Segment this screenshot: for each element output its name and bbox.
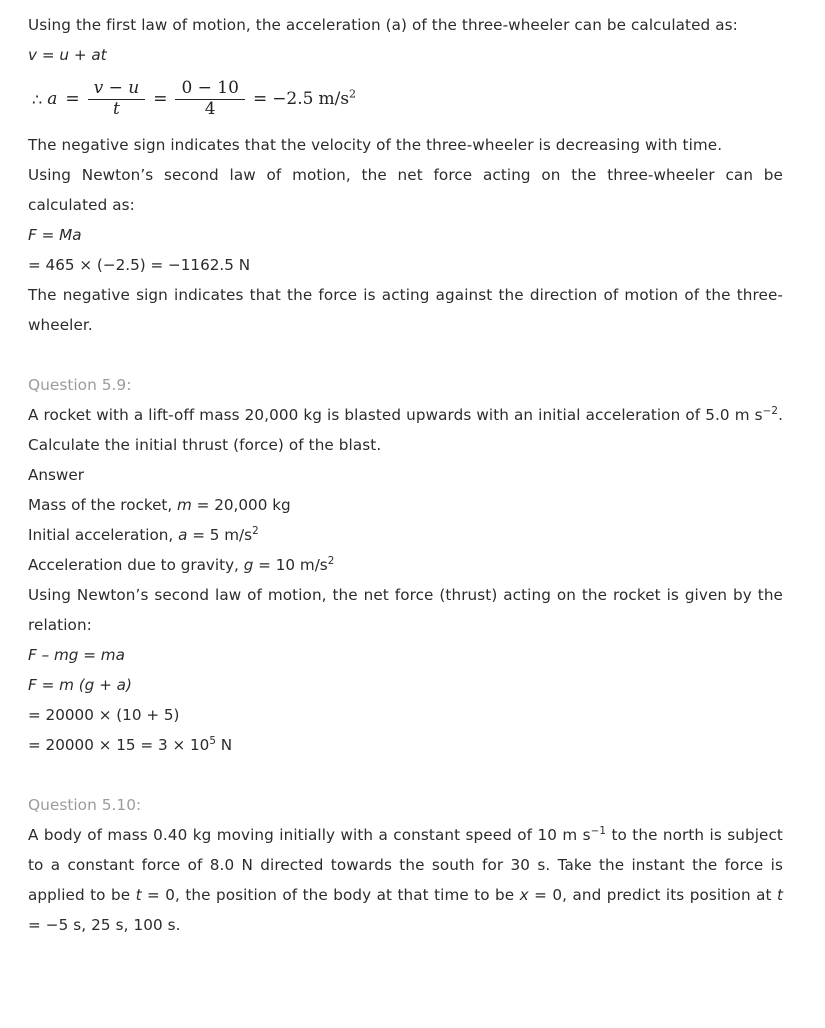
question-59-statement-part2: . Calculate the initial thrust (force) of the blast. [28,406,783,454]
equation-f-equals-ma: F = Ma [28,226,82,244]
thrust-relation-intro-paragraph: Using Newton’s second law of motion, the net force (thrust) acting on the rocket is given by the relation: [28,586,783,634]
thrust-result-unit: N [215,736,233,754]
question-510-statement-exponent: −1 [590,824,607,837]
intro-paragraph: Using the first law of motion, the acceleration (a) of the three-wheeler can be calculated as: [28,16,738,34]
question-510-statement-part5: = −5 s, 25 s, 100 s. [28,916,181,934]
thrust-result-prefix: = 20000 × 15 = 3 × 10 [28,736,210,754]
fraction-denominator-2: 4 [175,99,245,119]
question-510-statement-part1: A body of mass 0.40 kg moving initially with a constant speed of 10 m s [28,826,591,844]
initial-acceleration-exponent: 2 [252,524,259,537]
question-510-variable-t2: t [776,886,783,904]
question-510-variable-x: x [519,886,529,904]
math-result-unit [313,89,356,109]
question-59-answer-label: Answer [28,466,84,484]
section-spacer-1 [28,340,783,370]
negative-sign-force-paragraph: The negative sign indicates that the force is acting against the direction of motion of the three-wheeler. [28,286,783,334]
therefore-symbol: ∴ [32,89,43,109]
initial-acceleration-prefix: Initial acceleration, [28,526,179,544]
equation-v-u-at: v = u + at [28,46,107,64]
thrust-equation-line-1: F – mg = ma [28,646,125,664]
thrust-equation-line-3: = 20000 × (10 + 5) [28,706,180,724]
gravity-acceleration-line [28,550,783,580]
fraction-numerator-2: 0 − 10 [181,77,239,98]
fraction-v-minus-u-over-t [88,77,146,119]
section-spacer-2 [28,760,783,790]
initial-acceleration-line [28,520,783,550]
initial-acceleration-variable: a [178,526,188,544]
gravity-acceleration-exponent: 2 [327,554,335,567]
rocket-mass-prefix: Mass of the rocket, [28,496,178,514]
gravity-acceleration-value: = 10 m/s [253,556,328,574]
math-equals-3: = [252,89,268,109]
negative-sign-velocity-paragraph: The negative sign indicates that the velocity of the three-wheeler is decreasing with time. [28,136,723,154]
thrust-result-exponent: 5 [209,734,216,747]
math-equals-2: = [153,89,168,109]
thrust-equation-line-2: F = m (g + a) [28,676,132,694]
math-equals-1: = [65,89,80,109]
thrust-equation-line-4 [28,730,783,760]
newton-second-law-intro-paragraph: Using Newton’s second law of motion, the net force acting on the three-wheeler can be calculated as: [28,166,783,214]
question-510-statement-part4: = 0, and predict its position at [528,886,777,904]
initial-acceleration-value: = 5 m/s [187,526,253,544]
question-510-heading: Question 5.10: [28,796,142,814]
rocket-mass-value: = 20,000 kg [191,496,291,514]
math-variable-a: a [47,89,58,109]
rocket-mass-variable: m [177,496,192,514]
fraction-zero-minus-ten-over-four [175,77,245,119]
question-59-heading: Question 5.9: [28,376,132,394]
unit-exponent: 2 [349,87,357,101]
question-59-statement [28,400,783,460]
math-result-value: −2.5 [272,89,314,109]
question-510-statement [28,820,783,940]
acceleration-math-equation [28,72,783,126]
unit-base: m/s [318,89,350,109]
question-59-statement-exponent: −2 [762,404,779,417]
question-510-variable-t1: t [135,886,142,904]
fraction-denominator-1: t [88,99,146,119]
gravity-acceleration-prefix: Acceleration due to gravity, [28,556,244,574]
equation-force-numeric-value: = 465 × (−2.5) = −1162.5 N [28,256,251,274]
question-510-statement-part2: to the north is subject to a constant force of 8.0 N directed towards the south for 30 s. Take the instant the force is applied to be [28,826,783,904]
question-510-statement-part3: = 0, the position of the body at that time to be [141,886,520,904]
gravity-acceleration-variable: g [243,556,254,574]
rocket-mass-line [28,490,783,520]
fraction-numerator-1: v − u [93,77,140,98]
question-59-statement-part1: A rocket with a lift-off mass 20,000 kg is blasted upwards with an initial acceleration of 5.0 m s [28,406,763,424]
